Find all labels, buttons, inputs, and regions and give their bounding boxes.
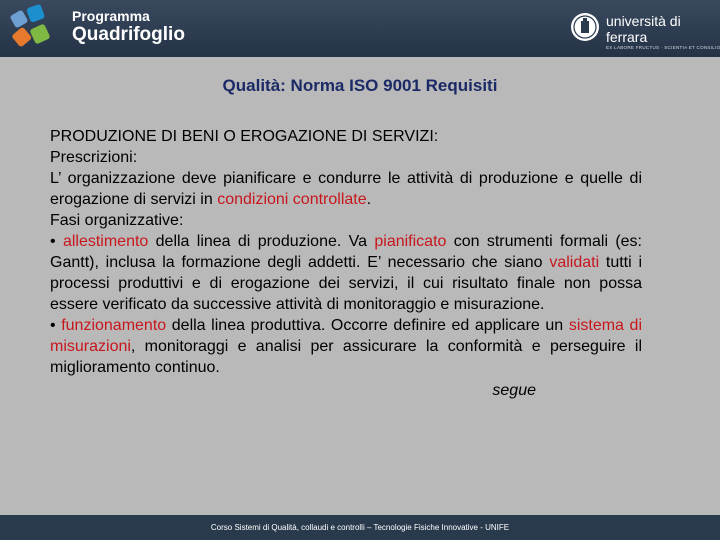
segue-label: segue xyxy=(492,382,536,399)
heading-colon: : xyxy=(433,128,439,145)
brand-line-1: Programma xyxy=(72,8,150,24)
section-heading xyxy=(50,126,642,147)
bullet-2-marker: • xyxy=(50,317,62,334)
footer-bar xyxy=(0,515,720,540)
fasi-label: Fasi organizzative: xyxy=(50,212,184,229)
bullet-1-marker: • xyxy=(50,233,63,250)
b2-text-2: , monitoraggi e analisi per assicurare la conformità e perseguire il miglioramento continuo. xyxy=(50,338,642,376)
b1-text-2: con strumenti formali (es: Gantt), inclusa la formazione degli addetti. E’ necessario che siano xyxy=(50,233,643,271)
footer-text: Corso Sistemi di Qualità, collaudi e controlli – Tecnologie Fisiche Innovative - UNIFE xyxy=(210,523,510,532)
university-subtitle: EX LABORE FRUCTUS · SCIENTIA ET CONSILIO xyxy=(606,45,720,50)
p1-text: L’ organizzazione deve pianificare e condurre le attività di produzione e quelle di erogazione di servizi in xyxy=(50,170,642,208)
heading-text: PRODUZIONE DI BENI O EROGAZIONE DI SERVIZI xyxy=(50,128,434,145)
p1-highlight: condizioni controllate xyxy=(217,191,367,208)
b1-highlight-3: validati xyxy=(549,254,600,271)
bullet-funzionamento xyxy=(50,315,642,378)
quadrifoglio-logo-icon xyxy=(6,2,62,54)
university-name xyxy=(606,13,720,51)
brand-line-2: Quadrifoglio xyxy=(72,24,185,45)
b2-highlight-2: sistema di misurazioni xyxy=(50,317,642,355)
paragraph-conditions xyxy=(50,168,642,210)
b2-highlight-1: funzionamento xyxy=(61,317,167,334)
b1-highlight-1: allestimento xyxy=(62,233,149,250)
prescrizioni-label: Prescrizioni: xyxy=(50,149,138,166)
slide-body xyxy=(50,126,642,401)
b1-highlight-2: pianificato xyxy=(374,233,447,250)
p1-end: . xyxy=(366,191,372,208)
brand-name xyxy=(72,8,185,46)
b2-text-1: della linea produttiva. Occorre definire ed applicare un xyxy=(166,317,569,334)
b1-text-1: della linea di produzione. Va xyxy=(148,233,375,250)
bullet-allestimento xyxy=(50,231,642,315)
university-seal-icon xyxy=(570,12,600,42)
university-title: università di ferrara xyxy=(606,13,681,45)
b1-text-3: tutti i processi produttivi e di erogazione dei servizi, il cui risultato finale non possa essere verificato da successive attività di monitoraggio e misurazione. xyxy=(50,254,642,313)
slide-title: Qualità: Norma ISO 9001 Requisiti xyxy=(222,76,498,95)
header-bar xyxy=(0,0,720,57)
